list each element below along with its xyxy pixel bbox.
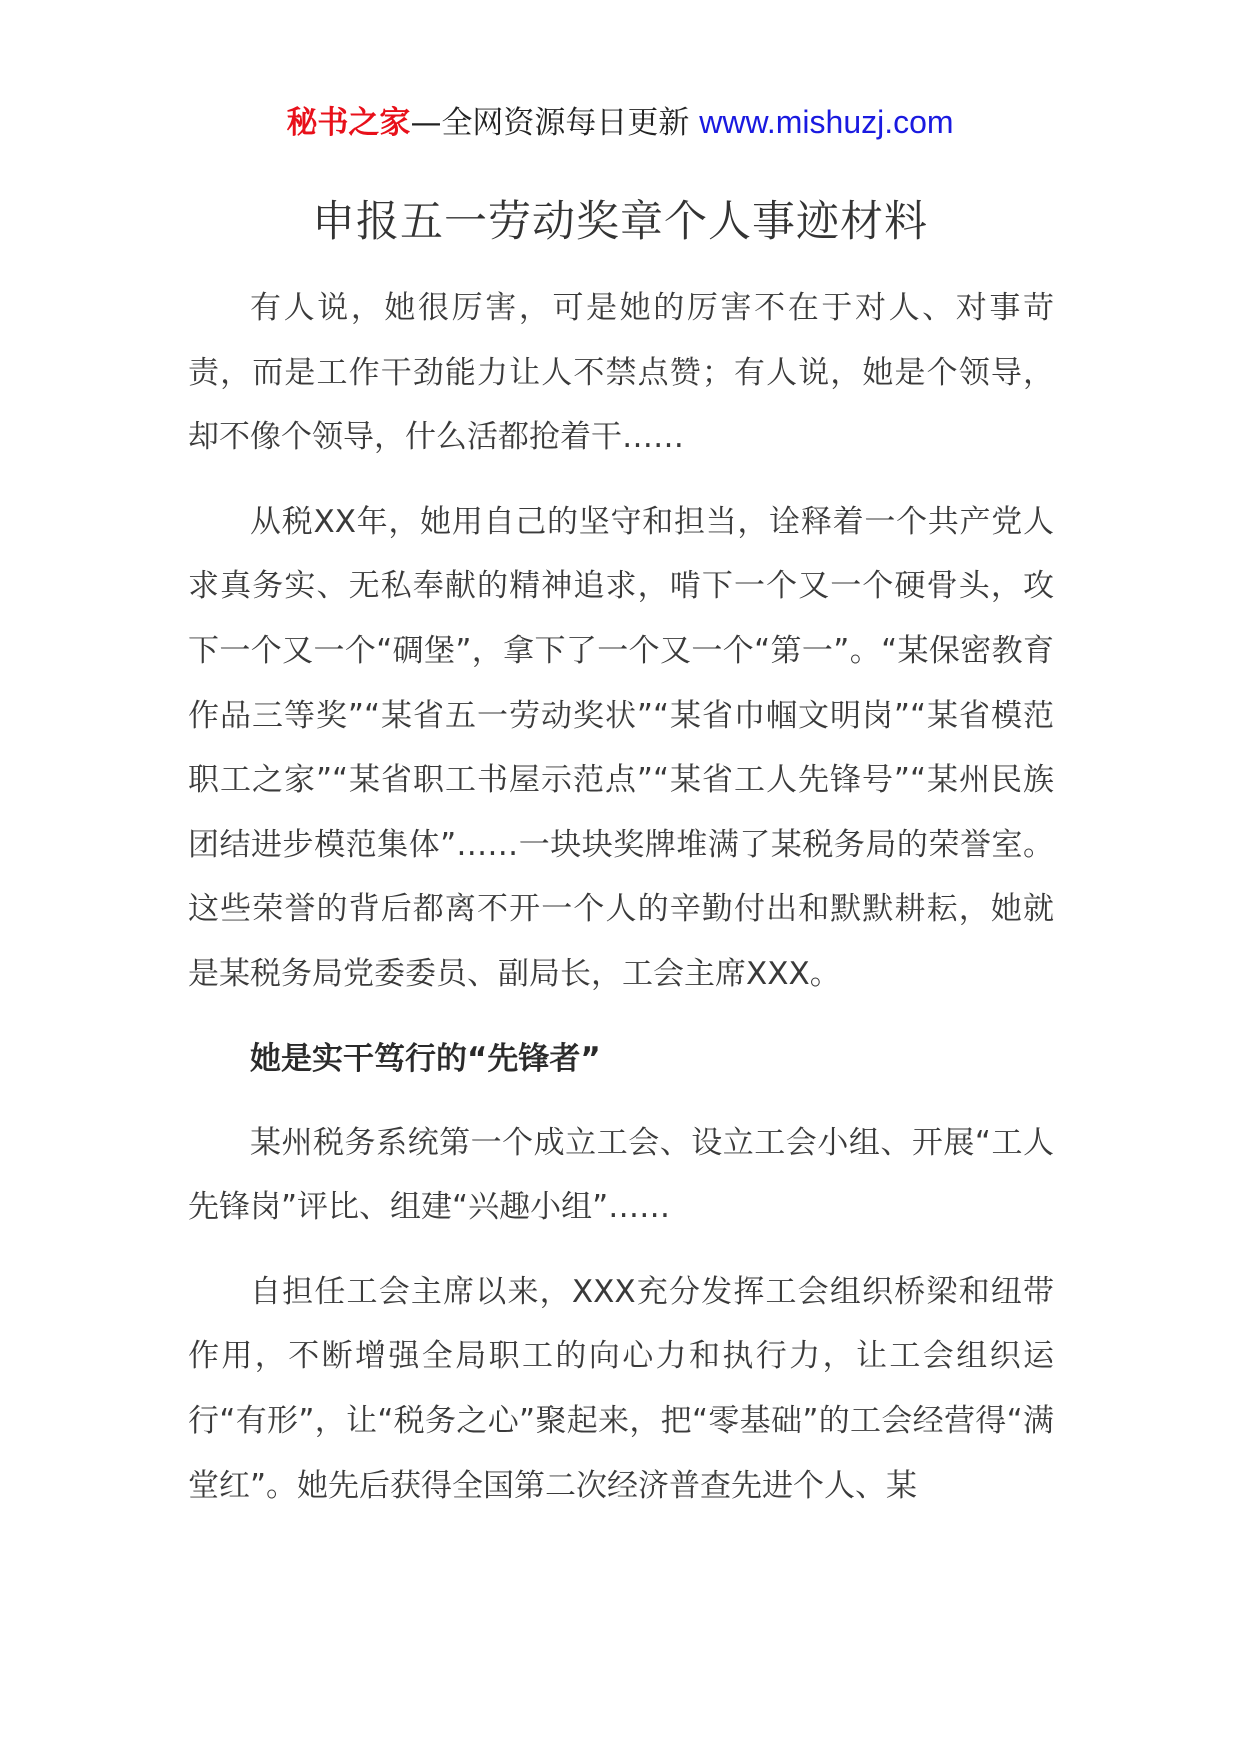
section-heading: 她是实干笃行的“先锋者” [250,1040,601,1077]
document-body [188,276,1054,1538]
brand-name: 秘书之家 [286,105,411,141]
section-paragraph-2: 自担任工会主席以来，XXX充分发挥工会组织桥梁和纽带作用，不断增强全局职工的向心力和执行力，让工会组织运行“有形”，让“税务之心”聚起来，把“零基础”的工会经营得“满堂红”。她先后获得全国第二次经济普查先进个人、某 [188,1273,1054,1504]
site-url-link[interactable]: www.mishuzj.com [699,104,954,140]
section-paragraph-1: 某州税务系统第一个成立工会、设立工会小组、开展“工人先锋岗”评比、组建“兴趣小组”…… [188,1124,1054,1226]
header-slogan: —全网资源每日更新 [410,105,690,141]
intro-paragraph-1: 有人说，她很厉害，可是她的厉害不在于对人、对事苛责，而是工作干劲能力让人不禁点赞；有人说，她是个领导，却不像个领导，什么活都抢着干…… [188,290,1054,456]
document-title: 申报五一劳动奖章个人事迹材料 [312,197,928,247]
site-header [0,100,1240,145]
intro-paragraph-2: 从税XX年，她用自己的坚守和担当，诠释着一个共产党人求真务实、无私奉献的精神追求，啃下一个又一个硬骨头，攻下一个又一个“碉堡”，拿下了一个又一个“第一”。“某保密教育作品三等奖”“某省五一劳动奖状”“某省巾帼文明岗”“某省模范职工之家”“某省职工书屋示范点”“某省工人先锋号”“某州民族团结进步模范集体”……一块块奖牌堆满了某税务局的荣誉室。这些荣誉的背后都离不开一个人的辛勤付出和默默耕耘，她就是某税务局党委委员、副局长，工会主席XXX。 [188,503,1054,992]
